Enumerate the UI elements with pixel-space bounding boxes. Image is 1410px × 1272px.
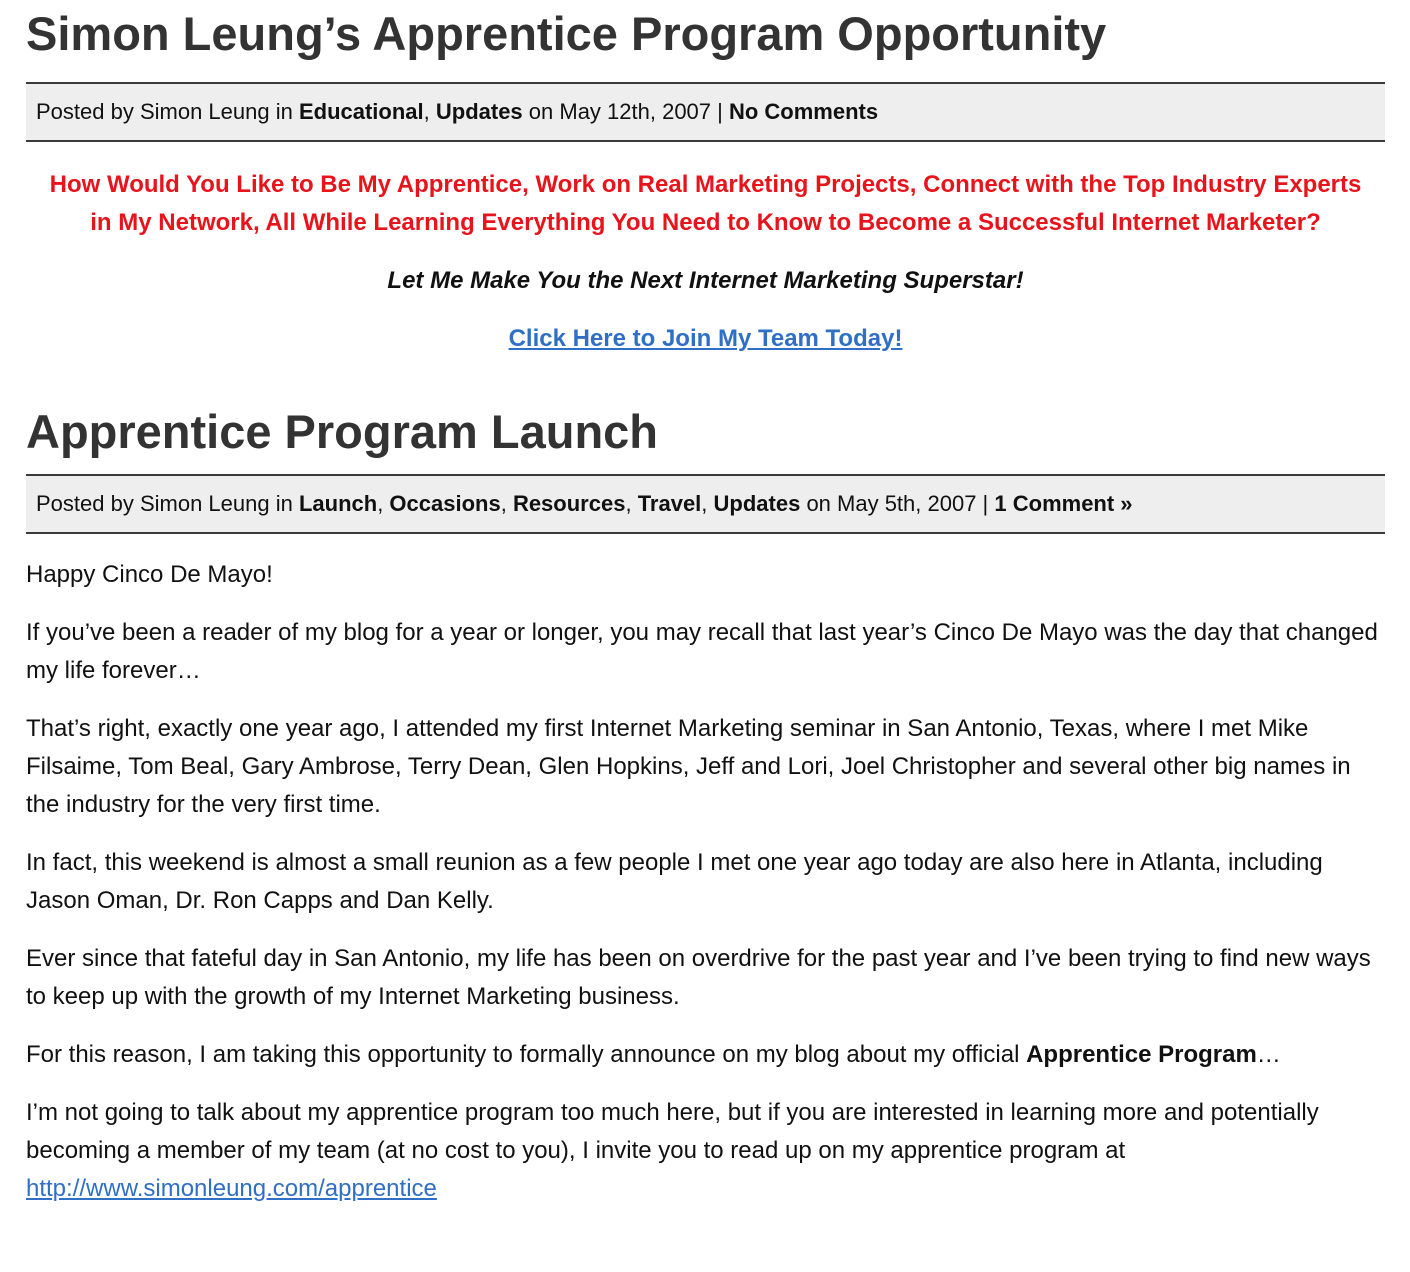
- promo-tagline: Let Me Make You the Next Internet Marketing Superstar!: [387, 267, 1024, 294]
- post-date-text: on May 5th, 2007 |: [800, 491, 995, 516]
- join-team-link[interactable]: Click Here to Join My Team Today!: [508, 325, 903, 352]
- category-link-resources[interactable]: Resources: [512, 491, 626, 516]
- category-link-updates[interactable]: Updates: [435, 99, 523, 124]
- apprentice-page-link[interactable]: http://www.simonleung.com/apprentice: [26, 1175, 437, 1202]
- announce-ellipsis: …: [1256, 1041, 1281, 1068]
- category-link-educational[interactable]: Educational: [298, 99, 424, 124]
- announce-paragraph: [26, 1036, 1385, 1074]
- category-separator: ,: [625, 491, 638, 516]
- posted-by-text: Posted by Simon Leung in: [36, 491, 299, 516]
- paragraph: That’s right, exactly one year ago, I attended my first Internet Marketing seminar in San Antonio, Texas, where I met Mike Filsaime, Tom Beal, Gary Ambrose, Terry Dean, Glen Hopkins, Jeff and Lori, Joel Christopher and several other big names in the industry for the very first time.: [26, 715, 1351, 818]
- paragraph: If you’ve been a reader of my blog for a year or longer, you may recall that last year’s Cinco De Mayo was the day that changed my life forever…: [26, 619, 1378, 684]
- closing-paragraph: [26, 1094, 1385, 1208]
- post-apprentice-opportunity: [26, 0, 1385, 358]
- category-link-updates[interactable]: Updates: [713, 491, 801, 516]
- category-separator: ,: [377, 491, 390, 516]
- post-content: [26, 556, 1385, 1208]
- closing-text: I’m not going to talk about my apprentice program too much here, but if you are interested in learning more and potentially becoming a member of my team (at no cost to you), I invite you to read up on my apprentice program at: [26, 1099, 1319, 1164]
- promo-headline: How Would You Like to Be My Apprentice, Work on Real Marketing Projects, Connect with the Top Industry Experts in My Network, All While Learning Everything You Need to Know to Become a Successful Internet Marketer?: [49, 171, 1362, 236]
- paragraph: Happy Cinco De Mayo!: [26, 561, 273, 588]
- comments-link[interactable]: 1 Comment »: [994, 491, 1133, 516]
- category-separator: ,: [701, 491, 714, 516]
- category-link-occasions[interactable]: Occasions: [389, 491, 501, 516]
- paragraph: Ever since that fateful day in San Antonio, my life has been on overdrive for the past year and I’ve been trying to find new ways to keep up with the growth of my Internet Marketing business.: [26, 945, 1371, 1010]
- post-title[interactable]: Simon Leung’s Apprentice Program Opportunity: [26, 7, 1107, 60]
- posted-by-text: Posted by Simon Leung in: [36, 99, 299, 124]
- post-meta: [26, 82, 1385, 142]
- category-link-launch[interactable]: Launch: [298, 491, 378, 516]
- post-apprentice-launch: [26, 398, 1385, 1208]
- apprentice-program-emphasis: Apprentice Program: [1026, 1041, 1257, 1068]
- post-meta: [26, 474, 1385, 534]
- post-title[interactable]: Apprentice Program Launch: [26, 405, 658, 458]
- announce-text: For this reason, I am taking this opportunity to formally announce on my blog about my official: [26, 1041, 1027, 1068]
- category-link-travel[interactable]: Travel: [637, 491, 702, 516]
- paragraph: In fact, this weekend is almost a small reunion as a few people I met one year ago today are also here in Atlanta, including Jason Oman, Dr. Ron Capps and Dan Kelly.: [26, 849, 1323, 914]
- category-separator: ,: [500, 491, 513, 516]
- post-date-text: on May 12th, 2007 |: [522, 99, 729, 124]
- category-separator: ,: [423, 99, 436, 124]
- comments-link[interactable]: No Comments: [728, 99, 879, 124]
